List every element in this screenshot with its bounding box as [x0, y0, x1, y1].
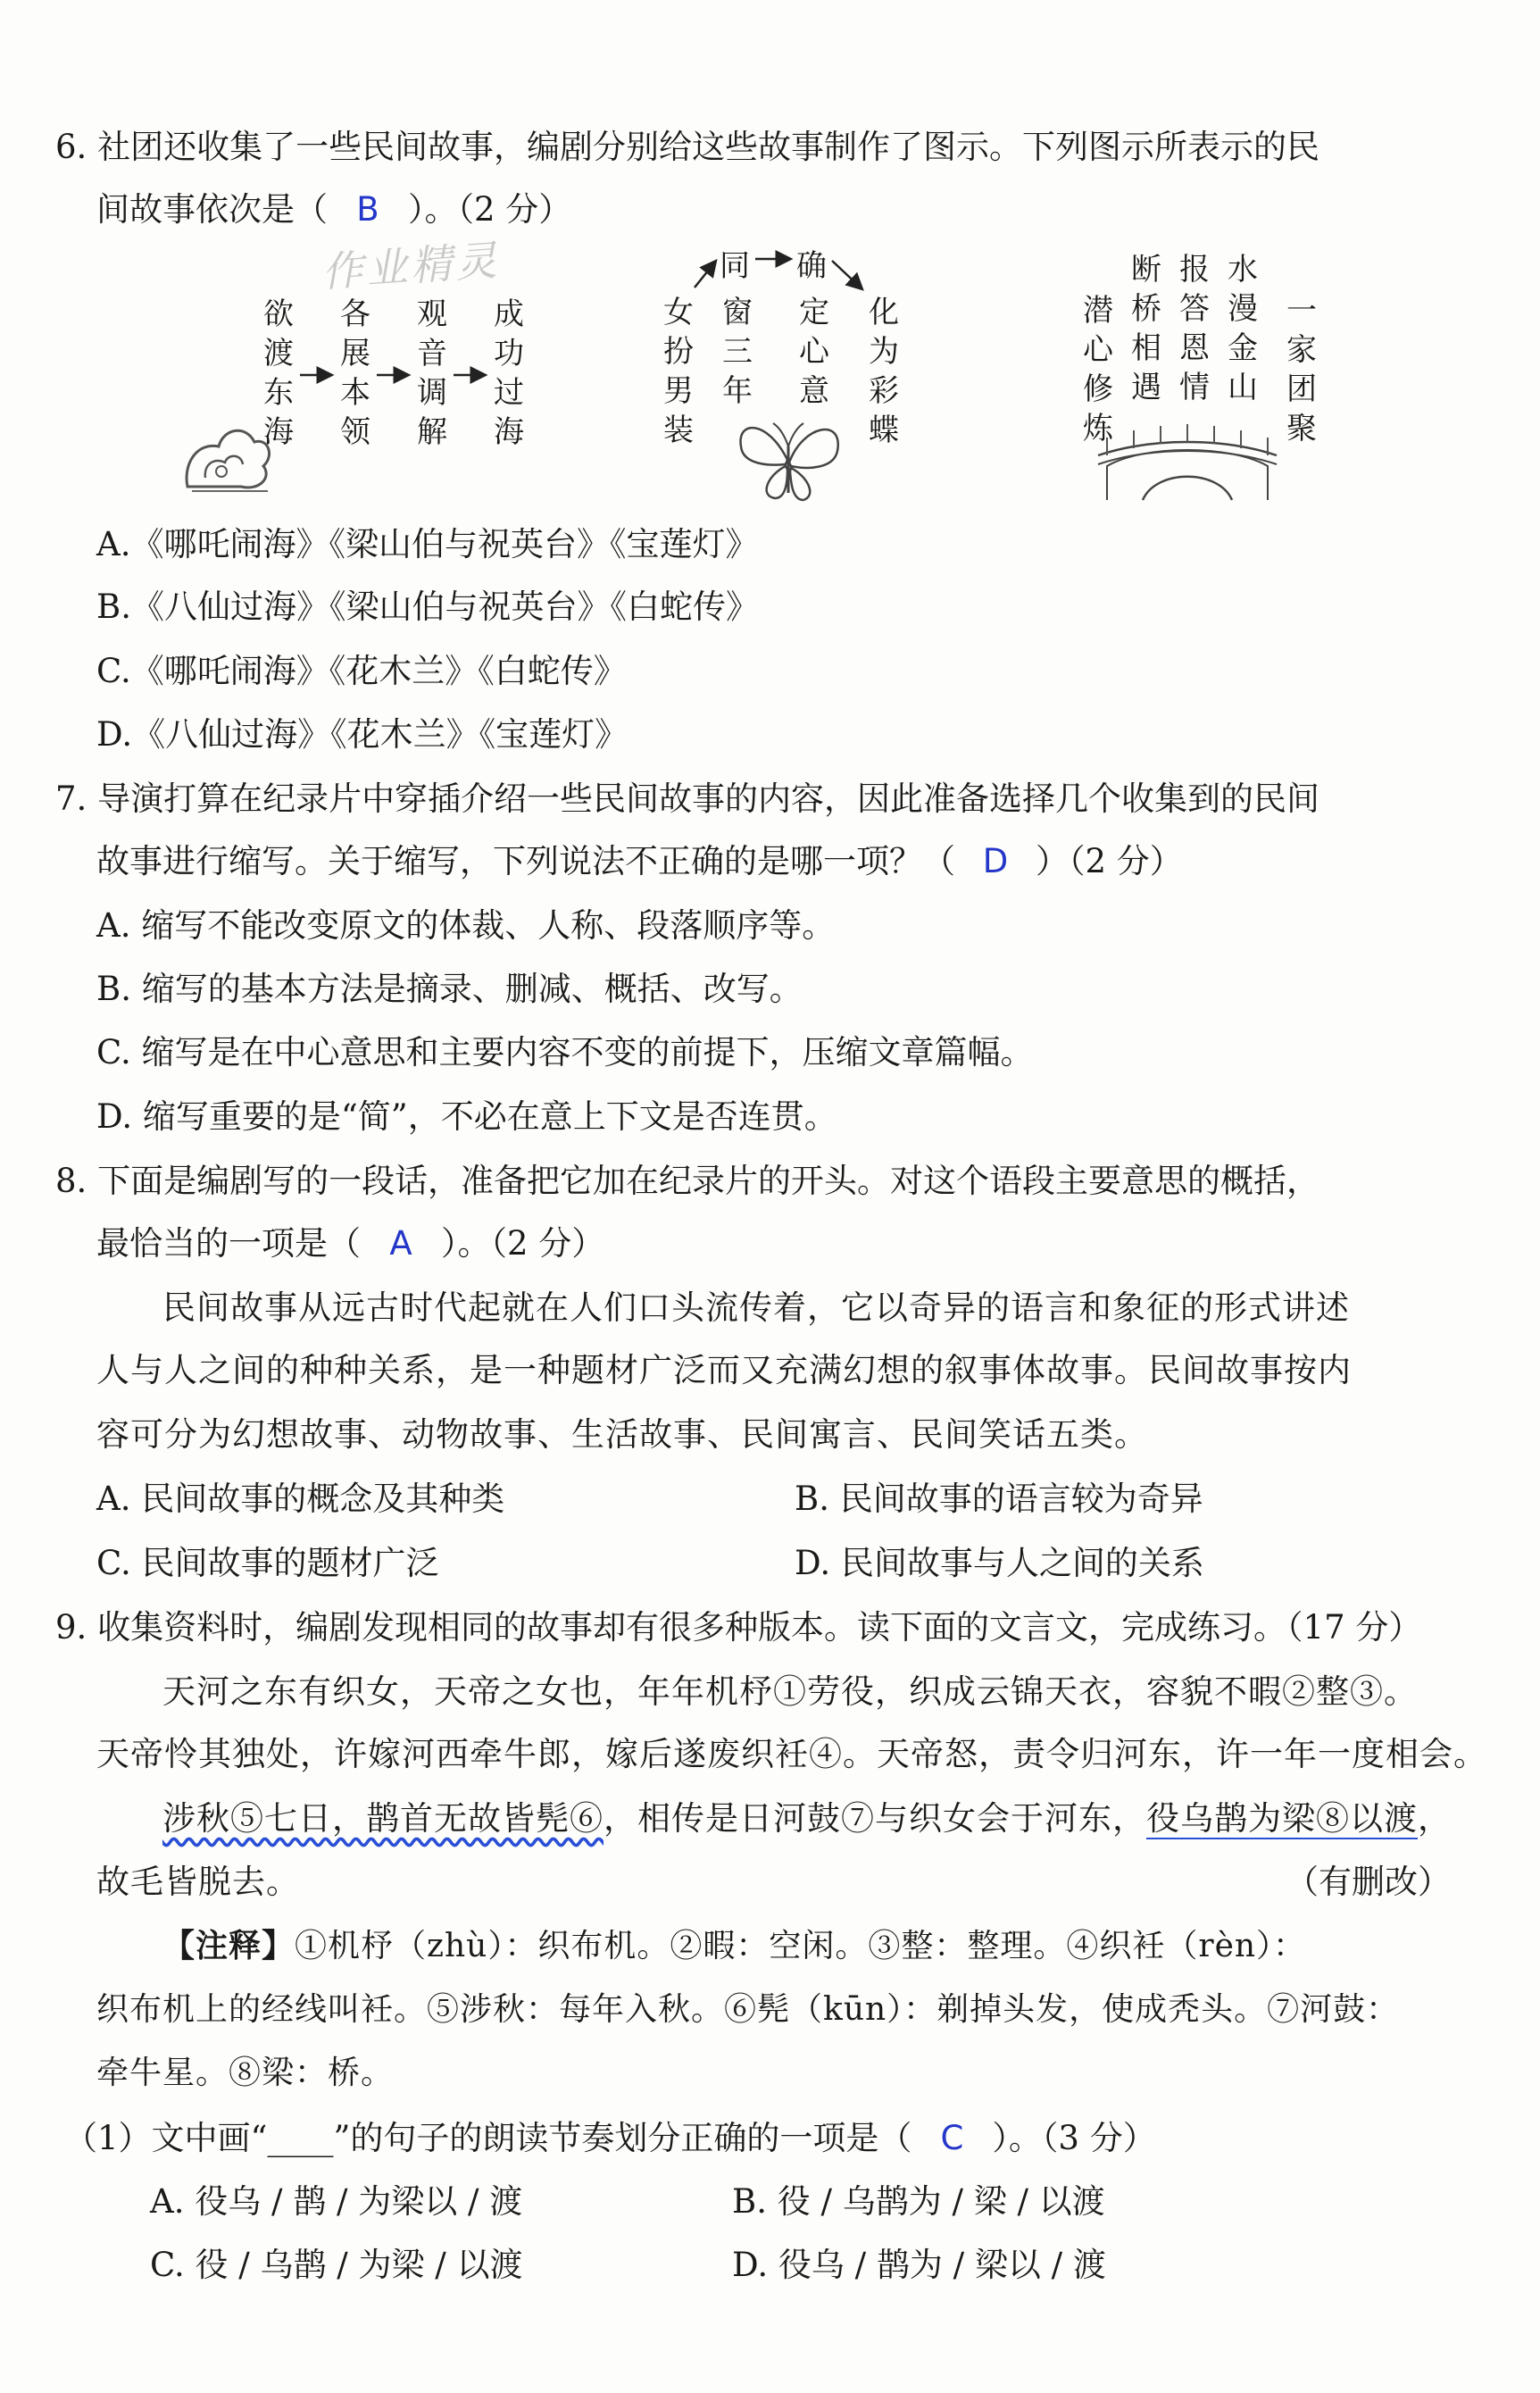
q7-option-d: D. 缩写重要的是“简”，不必在意上下文是否连贯。 [96, 1097, 837, 1136]
q8-option-d: D. 民间故事与人之间的关系 [795, 1544, 1204, 1582]
q7-option-a: A. 缩写不能改变原文的体裁、人称、段落顺序等。 [96, 906, 836, 945]
q8-answer: A [389, 1224, 412, 1263]
q7-option-c: C. 缩写是在中心意思和主要内容不变的前提下，压缩文章篇幅。 [96, 1033, 1034, 1071]
bridge-icon [1071, 420, 1339, 509]
q9-option-d: D. 役乌 / 鹊为 / 梁以 / 渡 [732, 2246, 1106, 2284]
q9-passage-line3: 涉秋⑤七日，鹊首无故皆髡⑥，相传是日河鼓⑦与织女会于河东，役乌鹊为梁⑧以渡， [162, 1799, 1452, 1838]
figure-1-col-4: 成 功 过 海 [494, 296, 524, 450]
figure-1-col-1: 欲 渡 东 海 [263, 296, 294, 450]
figure-1-col-2: 各 展 本 领 [340, 296, 370, 450]
q9-passage-line4: 故毛皆脱去。 [96, 1863, 300, 1901]
q7-stem-line1: 7. 导演打算在纪录片中穿插介绍一些民间故事的内容，因此准备选择几个收集到的民间 [55, 780, 1320, 818]
figure-2-col-4: 化 为 彩 蝶 [869, 295, 899, 448]
figure-2-top-1: 同 [720, 248, 750, 284]
q6-answer: B [356, 190, 379, 229]
butterfly-icon [732, 411, 848, 504]
q8-option-a: A. 民间故事的概念及其种类 [96, 1480, 505, 1518]
q9-stem: 9. 收集资料时，编剧发现相同的故事却有很多种版本。读下面的文言文，完成练习。（17 分） [55, 1608, 1422, 1647]
q7-option-b: B. 缩写的基本方法是摘录、删减、概括、改写。 [96, 970, 803, 1008]
underlined-sentence: 役乌鹊为梁⑧以渡 [1146, 1799, 1418, 1838]
q8-stem-line2: 最恰当的一项是（ A ）。（2 分） [96, 1222, 604, 1266]
q9-notes-line3: 牵牛星。⑧梁：桥。 [96, 2055, 395, 2091]
q9-sub1-stem: （1）文中画“____”的句子的朗读节奏划分正确的一项是（ C ）。（3 分） [64, 2116, 1156, 2161]
q6-stem-line1: 6. 社团还收集了一些民间故事，编剧分别给这些故事制作了图示。下列图示所表示的民 [55, 128, 1320, 166]
q9-passage-line2: 天帝怜其独处，许嫁河西牵牛郎，嫁后遂废织衽④。天帝怒，责令归河东，许一年一度相会。 [96, 1735, 1487, 1773]
figure-3-col-3: 报 答 恩 情 [1179, 252, 1210, 405]
figure-3-col-1: 潜 心 修 炼 [1083, 293, 1113, 446]
q8-option-c: C. 民间故事的题材广泛 [96, 1544, 439, 1582]
figure-2 [661, 241, 928, 509]
q8-passage-line1: 民间故事从远古时代起就在人们口头流传着，它以奇异的语言和象征的形式讲述 [162, 1288, 1350, 1327]
q9-notes-line1: 【注释】①机杼（zhù）：织布机。②暇：空闲。③整：整理。④织衽（rèn）： [162, 1927, 1307, 1964]
figure-2-col-3: 定 心 意 [799, 295, 829, 409]
figure-2-top-2: 确 [796, 248, 827, 284]
q9-notes-line2: 织布机上的经线叫衽。⑤涉秋：每年入秋。⑥髡（kūn）：剃掉头发，使成秃头。⑦河鼓： [96, 1991, 1400, 2028]
figure-2-col-2: 窗 三 年 [722, 295, 753, 409]
figure-3 [1071, 241, 1339, 509]
q8-option-b: B. 民间故事的语言较为奇异 [795, 1480, 1203, 1518]
watermark: 作业精灵 [320, 236, 502, 296]
q7-answer: D [982, 842, 1009, 880]
q9-source-note: （有删改） [1286, 1863, 1451, 1901]
q9-sub1-answer: C [940, 2119, 964, 2157]
cloud-ornament-icon [179, 402, 277, 500]
figure-1-col-3: 观 音 调 解 [417, 296, 447, 450]
q6-option-d: D.《八仙过海》《花木兰》《宝莲灯》 [96, 715, 628, 754]
q8-passage-line2: 人与人之间的种种关系，是一种题材广泛而又充满幻想的叙事体故事。民间故事按内 [96, 1351, 1352, 1389]
figure-1 [179, 286, 536, 500]
q6-option-c: C.《哪吒闹海》《花木兰》《白蛇传》 [96, 652, 627, 690]
q6-option-b: B.《八仙过海》《梁山伯与祝英台》《白蛇传》 [96, 588, 759, 626]
figure-3-col-4: 水 漫 金 山 [1228, 252, 1258, 405]
wavy-underlined-sentence: 涉秋⑤七日，鹊首无故皆髡⑥ [162, 1799, 604, 1838]
q6-stem-line2: 间故事依次是（ B ）。（2 分） [96, 188, 571, 232]
q8-passage-line3: 容可分为幻想故事、动物故事、生活故事、民间寓言、民间笑话五类。 [96, 1415, 1148, 1454]
q7-stem-line2: 故事进行缩写。关于缩写，下列说法不正确的是哪一项？（ D ）（2 分） [96, 839, 1183, 884]
q9-passage-line1: 天河之东有织女，天帝之女也，年年机杼①劳役，织成云锦天衣，容貌不暇②整③。 [162, 1672, 1418, 1711]
q6-option-a: A.《哪吒闹海》《梁山伯与祝英台》《宝莲灯》 [96, 525, 759, 563]
q9-option-b: B. 役 / 乌鹊为 / 梁 / 以渡 [732, 2182, 1105, 2221]
figure-3-col-2: 断 桥 相 遇 [1131, 252, 1161, 405]
figure-2-col-1: 女 扮 男 装 [663, 295, 694, 448]
figure-3-col-5: 一 家 团 聚 [1286, 293, 1317, 446]
q8-stem-line1: 8. 下面是编剧写的一段话，准备把它加在纪录片的开头。对这个语段主要意思的概括， [55, 1162, 1320, 1200]
q9-option-c: C. 役 / 乌鹊 / 为梁 / 以渡 [150, 2246, 523, 2284]
q9-option-a: A. 役乌 / 鹊 / 为梁以 / 渡 [150, 2182, 523, 2221]
